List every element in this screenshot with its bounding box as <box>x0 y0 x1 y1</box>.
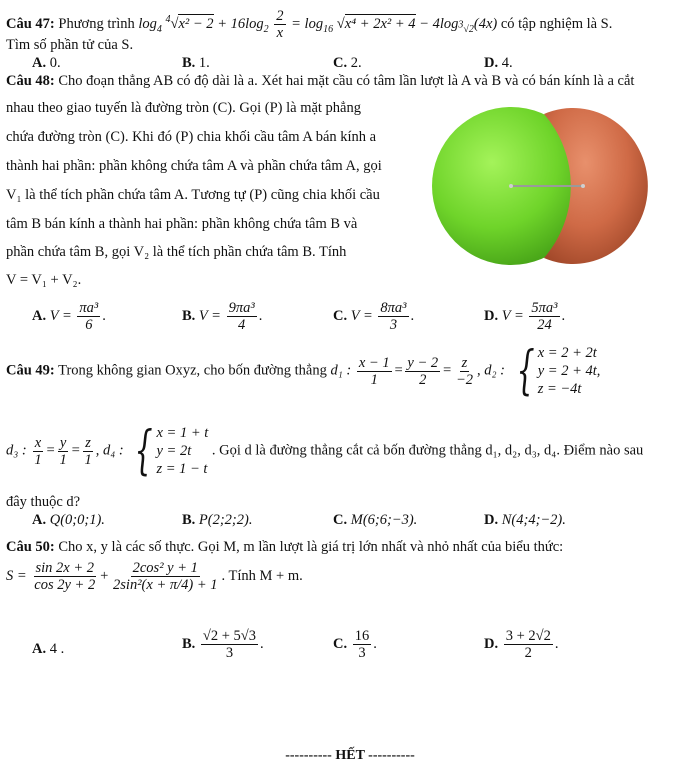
q49-d4: d₄ <box>102 442 116 459</box>
q50-option-c[interactable]: C. $\frac{16}{3}$ . <box>333 628 377 661</box>
q47-option-a[interactable]: A. 0. <box>32 55 61 71</box>
q49-text-a: Trong không gian Oxyz, cho bốn đường thẳng <box>58 362 327 379</box>
q50-text-a: Cho x, y là các số thực. Gọi M, m lần lượt là giá trị lớn nhất và nhỏ nhất của biểu thức: <box>58 539 564 555</box>
q50-option-a[interactable]: A. 4 . <box>32 641 65 657</box>
q49-d4-system: { x = 1 + t y = 2t z = 1 − t <box>134 421 209 481</box>
q49-label: Câu 49: <box>6 362 55 379</box>
q48-line1 <box>6 72 634 90</box>
q49-option-d[interactable]: D. N(4;4;−2). <box>484 512 566 528</box>
q48-label: Câu 48: <box>6 73 55 89</box>
q49-line3: đây thuộc d? <box>6 494 81 510</box>
q47-line2: Tìm số phần tử của S. <box>6 37 134 53</box>
q48-line4: thành hai phần: phần không chứa tâm A và phần chứa tâm A, gọi <box>6 158 382 174</box>
q47-text-a: Phương trình <box>58 15 135 32</box>
q50-option-b[interactable]: B. $\frac{√2 + 5√3}{3}$ . <box>182 628 264 661</box>
q48-line3: chứa đường tròn (C). Khi đó (P) chia khối cầu tâm A bán kính a <box>6 129 377 145</box>
q47-option-d[interactable]: D. 4. <box>484 55 513 71</box>
q49-option-b[interactable]: B. P(2;2;2). <box>182 512 253 528</box>
q48-line5: V₁ là thể tích phần chứa tâm A. Tương tự (P) cũng chia khối cầu <box>6 187 380 203</box>
q47-text-b: có tập nghiệm là S. <box>500 15 613 32</box>
q49-d1: d₁ <box>330 362 343 379</box>
q49-text-b: . Gọi d là đường thẳng cắt cả bốn đường thẳng d₁, d₂, d₃, d₄. Điểm nào sau <box>211 442 644 459</box>
q48-line7: phần chứa tâm B, gọi V₂ là thể tích phần chứa tâm B. Tính <box>6 244 347 260</box>
center-a <box>509 184 513 188</box>
q48-line8: V = V₁ + V₂. <box>6 272 82 288</box>
q48-line6: tâm B bán kính a thành hai phần: phần không chứa tâm B và <box>6 216 358 232</box>
end-marker: ---------- HẾT ---------- <box>285 748 415 763</box>
q49-d2-system: { x = 2 + 2t y = 2 + 4t, z = −4t <box>516 341 601 401</box>
q47-option-c[interactable]: C. 2. <box>333 55 362 71</box>
q50-line1 <box>6 538 563 556</box>
q49-line2: d₃ : $\frac{x}{1}$ = $\frac{y}{1}$ = $\frac{z}{1}$ , d₄ : { x = 1 + t y = 2t z = 1 − t . Gọi d là đường thẳng cắt cả bốn đường thẳng d₁, d₂, d₃, d₄. Điểm nào sau <box>6 421 644 481</box>
q48-option-b[interactable]: B. V = $\frac{\text{9πa³}}{4}$ . <box>182 300 263 333</box>
q50-formula: S = $\frac{\sin 2x + 2}{\cos 2y + 2}$ + $\frac{\text{2cos² y + 1}}{\text{2sin²(x + π/4) + 1}}$ . Tính M + m. <box>6 560 303 593</box>
q49-d2: d₂ <box>484 362 497 379</box>
q50-label: Câu 50: <box>6 539 55 555</box>
q48-text-1: Cho đoạn thẳng AB có độ dài là a. Xét hai mặt cầu có tâm lần lượt là A và B và có bán kính là a cắt <box>58 73 635 89</box>
q48-option-d[interactable]: D. V = $\frac{\text{5πa³}}{24}$ . <box>484 300 566 333</box>
q50-tail: . Tính M + m. <box>221 567 303 584</box>
q48-option-c[interactable]: C. V = $\frac{\text{8πa³}}{3}$ . <box>333 300 415 333</box>
q49-option-c[interactable]: C. M(6;6;−3). <box>333 512 418 528</box>
q48-line2: nhau theo giao tuyến là đường tròn (C). Gọi (P) là mặt phẳng <box>6 100 361 116</box>
q47-option-b[interactable]: B. 1. <box>182 55 210 71</box>
q47-label: Câu 47: <box>6 15 55 32</box>
q50-option-d[interactable]: D. $\frac{3 + 2√2}{2}$ . <box>484 628 559 661</box>
center-b <box>581 184 585 188</box>
q48-option-a[interactable]: A. V = $\frac{\text{πa³}}{6}$ . <box>32 300 106 333</box>
two-spheres-illustration <box>432 106 664 266</box>
q49-d3: d₃ <box>6 442 19 459</box>
q47-equation: $\log_4 ^4√x^2 - 2 + 16\log_2$ $\frac{2}{x}$ = $\log_{16} √x^4 + 2x^2 + 4 - 4\log_{^3√2}(4x)$ <box>138 8 498 41</box>
q49-line1: Câu 49: Trong không gian Oxyz, cho bốn đường thẳng d₁ : $\frac{x - 1}{1}$ = $\frac{y - 2}{2}$ = $\frac{z}{-2}$ , d₂ : { x = 2 + 2t y = 2 + 4t, z = −4t <box>6 341 601 401</box>
q49-option-a[interactable]: A. Q(0;0;1). <box>32 512 105 528</box>
